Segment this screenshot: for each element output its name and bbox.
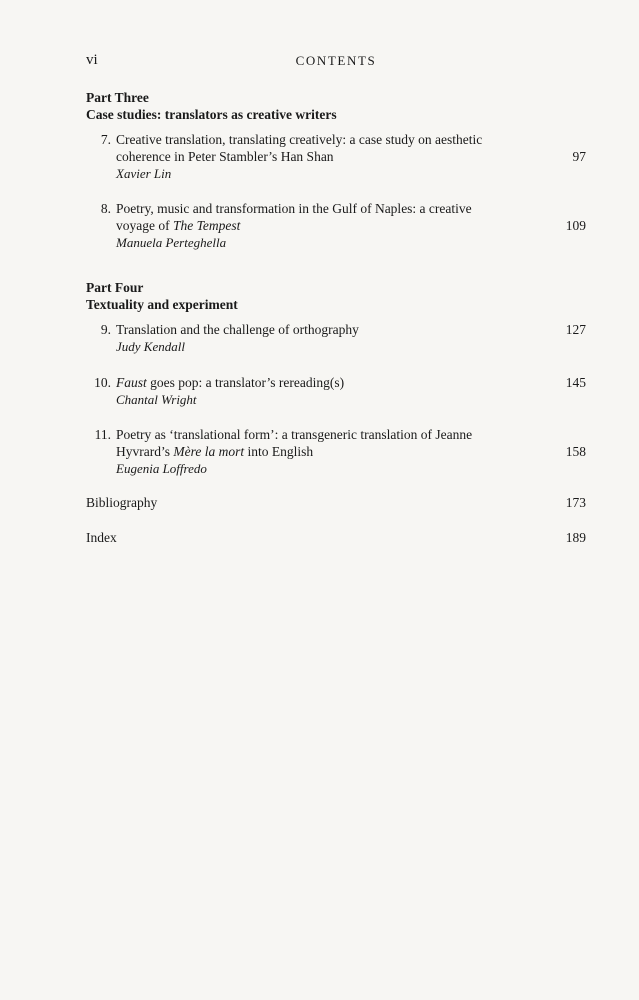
entry-author: Manuela Perteghella: [116, 235, 227, 250]
toc-entry-9: [86, 321, 586, 356]
entry-title: Translation and the challenge of orthography: [116, 322, 359, 337]
entry-number: 9.: [100, 322, 111, 337]
part-title: Case studies: translators as creative writers: [86, 107, 337, 122]
folio: vi: [86, 52, 98, 68]
entry-number: 10.: [94, 375, 111, 390]
entry-page: 173: [565, 495, 586, 510]
entry-author: Eugenia Loffredo: [116, 461, 207, 476]
entry-page: 158: [565, 444, 586, 459]
toc-entry-11: [86, 426, 586, 478]
part-four-heading: [86, 279, 506, 313]
toc-entry-10: [86, 374, 586, 409]
part-three-heading: [86, 89, 506, 123]
entry-title-line1: Poetry, music and transformation in the Gulf of Naples: a creative: [116, 201, 472, 216]
toc-entry-bibliography: [86, 495, 586, 511]
entry-title: Index: [86, 530, 117, 545]
entry-title-line1: Poetry as ‘translational form’: a transgeneric translation of Jeanne: [116, 427, 473, 442]
entry-page: 145: [565, 375, 586, 390]
part-title: Textuality and experiment: [86, 297, 238, 312]
entry-title-line2: coherence in Peter Stambler’s Han Shan: [116, 149, 334, 164]
entry-page: 109: [565, 218, 586, 233]
toc-entry-8: [86, 200, 586, 252]
entry-page: 97: [572, 149, 586, 164]
running-title: CONTENTS: [295, 53, 377, 68]
entry-number: 11.: [94, 427, 111, 442]
entry-author: Judy Kendall: [116, 339, 185, 354]
toc-entry-7: [86, 131, 586, 183]
entry-author: Xavier Lin: [116, 166, 172, 181]
entry-title: Faust goes pop: a translator’s rereading(s): [116, 375, 345, 390]
entry-title-line1: Creative translation, translating creatively: a case study on aesthetic: [116, 132, 483, 147]
entry-title: Bibliography: [86, 495, 158, 510]
entry-title-line2: Hyvrard’s Mère la mort into English: [116, 444, 314, 459]
entry-author: Chantal Wright: [116, 392, 197, 407]
entry-title-line2: voyage of The Tempest: [116, 218, 241, 233]
entry-number: 8.: [100, 201, 111, 216]
entry-page: 189: [565, 530, 586, 545]
part-label: Part Three: [86, 90, 149, 105]
toc-entry-index: [86, 530, 586, 546]
part-label: Part Four: [86, 280, 144, 295]
entry-number: 7.: [100, 132, 111, 147]
page-header: [86, 52, 586, 72]
entry-page: 127: [565, 322, 586, 337]
